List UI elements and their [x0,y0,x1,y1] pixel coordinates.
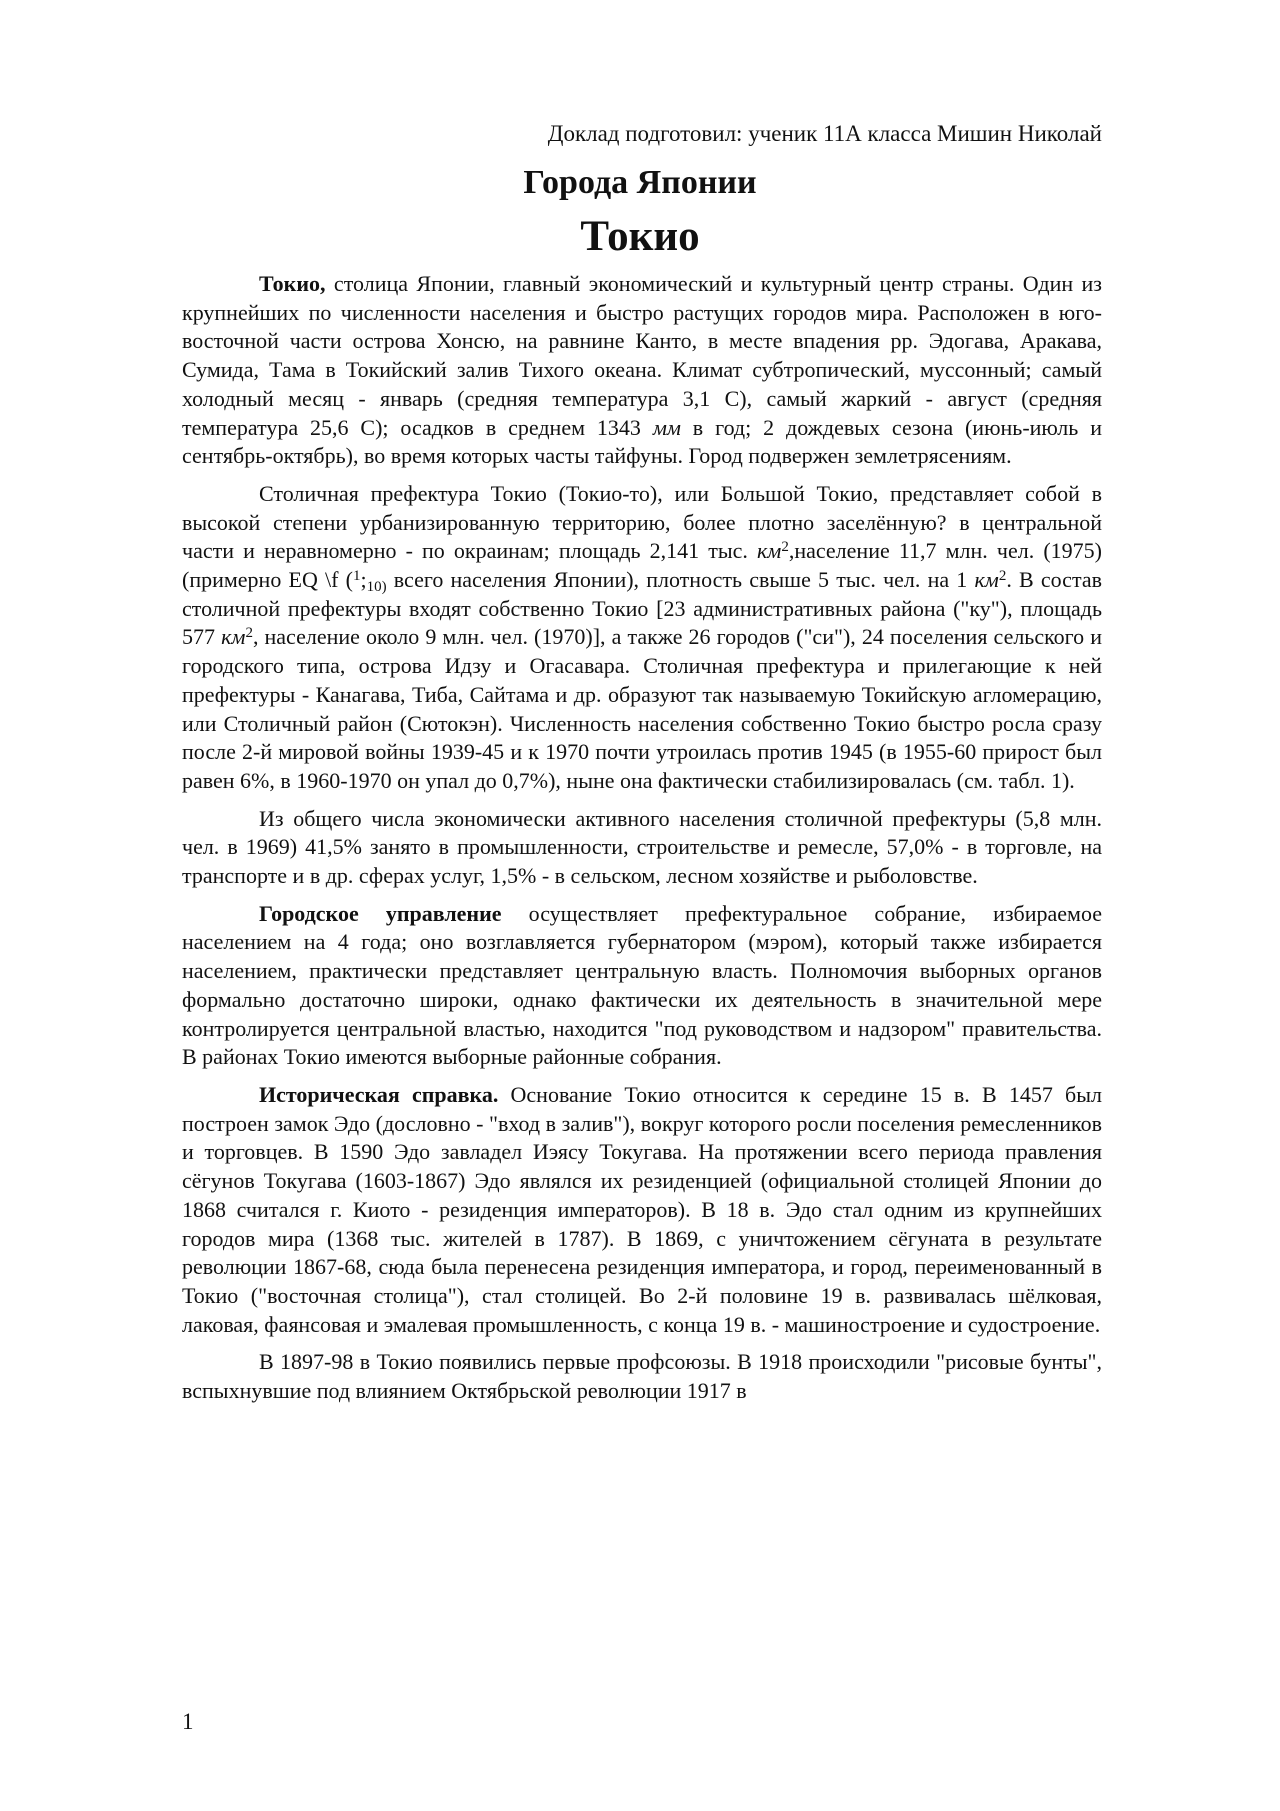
unit-km: км [757,538,782,564]
superscript-2: 2 [781,539,789,556]
paragraph-prefecture: Столичная префектура Токио (Токио-то), или Большой Токио, представляет собой в высокой степени урбанизированную территорию, более плотно заселённую? в центральной части и неравномерно - по окраинам; площадь 2,141 тыс. $км^2,население$ 11,7 млн. чел. (1975) (примерно EQ \f ($^1;_{10)}$ всего населения Японии), плотность свыше 5 тыс. чел. на 1 $км^2$. В состав столичной префектуры входят собственно Токио [23 административных района ("ку"), площадь 577 $км^2$, население около 9 млн. чел. (1970)], а также 26 городов ("си"), 24 поселения сельского и городского типа, острова Идзу и Огасавара. Столичная префектура и прилегающие к ней префектуры - Канагава, Тиба, Сайтама и др. образуют так называемую Токийскую агломерацию, или Столичный район (Сютокэн). Численность населения собственно Токио быстро росла сразу после 2-й мировой войны 1939-45 и к 1970 почти утроилась против 1945 (в 1955-60 прирост был равен 6%, в 1960-1970 он упал до 0,7%), ныне она фактически стабилизировалась (см. табл. 1). [182,480,1103,793]
superscript-1: 1 [352,568,361,585]
paragraph-unions: В 1897-98 в Токио появились первые профсоюзы. В 1918 происходили "рисовые бунты", вспыхнувшие под влиянием Октябрьской революции 1917 в [182,1349,1102,1404]
subscript-10: 10) [366,579,387,596]
unit-km: км [974,567,999,593]
document-subtitle: Токио [580,213,700,260]
term-tokyo: Токио, [259,271,326,296]
page-number: 1 [182,1709,194,1734]
term-history: Историческая справка. [259,1081,499,1107]
superscript-2: 2 [998,568,1007,585]
paragraph-history: Историческая справка. Основание Токио относится к середине 15 в. В 1457 был построен замок Эдо (дословно - "вход в залив"), вокруг которого росли поселения ремесленников и торговцев. В 1590 Эдо завладел Иэясу Токугава. На протяжении всего периода правления сёгунов Токугава (1603-1867) Эдо являлся их резиденцией (официальной столицей Японии до 1868 считался г. Киото - резиденция императоров). В 18 в. Эдо стал одним из крупнейших городов мира (1368 тыс. жителей в 1787). В 1869, с уничтожением сёгуната в результате революции 1867-68, сюда была перенесена резиденция императора, и город, переименованный в Токио ("восточная столица"), стал столицей. Во 2-й половине 19 в. развивалась шёлковая, лаковая, фаянсовая и эмалевая промышленность, с конца 19 в. - машиностроение и судостроение. [182,1081,1102,1337]
paragraph-government: Городское управление осуществляет префектуральное собрание, избираемое населением на 4 года; оно возглавляется губернатором (мэром), который также избирается населением, практически представляет центральную власть. Полномочия выборных органов формально достаточно широки, однако фактически их деятельность в значительной мере контролируется центральной властью, находится "под руководством и надзором" правительства. В районах Токио имеются выборные районные собрания. [182,900,1102,1070]
superscript-2: 2 [245,625,253,642]
unit-mm: мм [652,414,681,440]
paragraph-tokyo-intro: Токио, столица Японии, главный экономический и культурный центр страны. Один из крупнейших по численности населения и быстро растущих городов мира. Расположен в юго-восточной части острова Хонсю, на равнине Канто, в месте впадения рр. Эдогава, Аракава, Сумида, Тама в Токийский залив Тихого океана. Климат субтропический, муссонный; самый холодный месяц - январь (средняя температура 3,1 С), самый жаркий - август (средняя температура 25,6 С); осадков в среднем 1343 мм в год; 2 дождевых сезона (июнь-июль и сентябрь-октябрь), во время которых часты тайфуны. Город подвержен землетрясениям. [182,271,1102,469]
paragraph-economy: Из общего числа экономически активного населения столичной префектуры (5,8 млн. чел. в 1969) 41,5% занято в промышленности, строительстве и ремесле, 57,0% - в торговле, на транспорте и в др. сферах услуг, 1,5% - в сельском, лесном хозяйстве и рыболовстве. [182,805,1102,889]
author-line: Доклад подготовил: ученик 11А класса Мишин Николай [547,121,1102,146]
document-body [182,270,1102,1415]
document-title: Города Японии [523,164,757,201]
unit-km: км [221,624,246,650]
term-city-government: Городское управление [259,900,502,926]
